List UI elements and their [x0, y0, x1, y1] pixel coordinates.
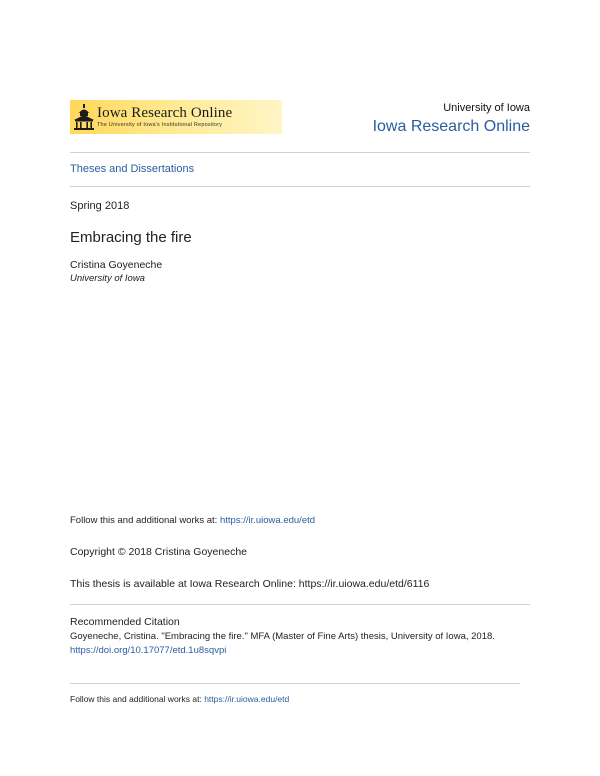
copyright-notice: Copyright © 2018 Cristina Goyeneche	[70, 546, 247, 558]
logo-subtitle: The University of Iowa's Institutional Repository	[97, 122, 223, 128]
author-affiliation: University of Iowa	[70, 273, 145, 284]
repository-link[interactable]: Iowa Research Online	[372, 118, 530, 135]
follow-text: Follow this and additional works at:	[70, 515, 220, 526]
citation-text: Goyeneche, Cristina. "Embracing the fire." MFA (Master of Fine Arts) thesis, University of Iowa, 2018.	[70, 631, 495, 642]
divider	[70, 152, 530, 153]
publication-date: Spring 2018	[70, 200, 130, 212]
citation-heading: Recommended Citation	[70, 616, 180, 628]
footer-follow-line	[70, 694, 289, 704]
availability-statement: This thesis is available at Iowa Research Online: https://ir.uiowa.edu/etd/6116	[70, 578, 430, 590]
iowa-research-online-logo[interactable]	[70, 100, 282, 134]
document-title: Embracing the fire	[70, 229, 192, 246]
footer-follow-text: Follow this and additional works at:	[70, 694, 205, 704]
footer-follow-link[interactable]: https://ir.uiowa.edu/etd	[204, 694, 290, 704]
collection-link[interactable]: Theses and Dissertations	[70, 163, 195, 175]
follow-works-link[interactable]: https://ir.uiowa.edu/etd	[219, 515, 316, 526]
old-capitol-building-icon	[73, 103, 95, 131]
doi-link[interactable]: https://doi.org/10.17077/etd.1u8sqvpi	[70, 645, 227, 656]
divider	[70, 604, 530, 605]
logo-title: Iowa Research Online	[97, 105, 233, 121]
follow-works-line	[70, 515, 315, 526]
university-name: University of Iowa	[443, 102, 530, 114]
divider	[70, 186, 530, 187]
author-name: Cristina Goyeneche	[70, 259, 163, 271]
divider	[70, 683, 520, 684]
